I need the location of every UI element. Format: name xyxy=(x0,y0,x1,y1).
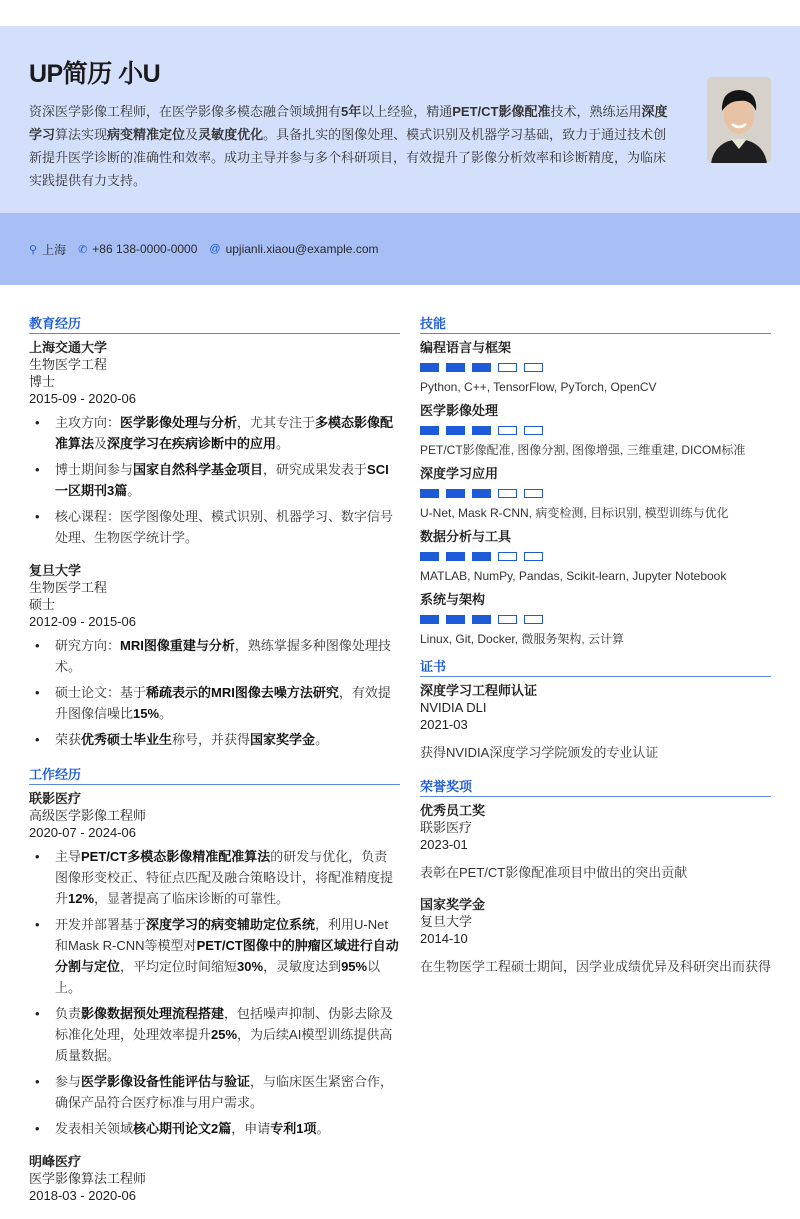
level-empty xyxy=(524,363,543,372)
skill-keywords: Python, C++, TensorFlow, PyTorch, OpenCV xyxy=(420,380,657,394)
education-heading: 教育经历 xyxy=(29,313,400,334)
skill-item xyxy=(420,591,771,648)
skill-keywords: PET/CT影像配准, 图像分割, 图像增强, 三维重建, DICOM标准 xyxy=(420,443,746,457)
text-segment: ，利用U-Net和Mask R-CNN等模型对 xyxy=(55,917,388,953)
list-item xyxy=(29,412,400,454)
bold-text: 优秀硕士毕业生 xyxy=(81,732,173,747)
text-segment: ，申请 xyxy=(231,1121,271,1136)
skill-keywords: Linux, Git, Docker, 微服务架构, 云计算 xyxy=(420,632,625,646)
bold-text: 15% xyxy=(133,706,160,721)
level-filled xyxy=(472,426,491,435)
list-item xyxy=(29,1071,400,1113)
text-segment: 。 xyxy=(315,732,329,747)
text-segment: 博士期间参与 xyxy=(55,462,134,477)
major: 生物医学工程 xyxy=(29,357,108,372)
list-item xyxy=(29,1118,400,1139)
text-segment: 主攻方向： xyxy=(55,415,121,430)
summary xyxy=(29,100,674,192)
text-segment: 的研发与优化，负责图像形变校正、特征点匹配及融合策略设计，将配准精度提升 xyxy=(55,849,394,906)
level-empty xyxy=(498,615,517,624)
at-icon: @ xyxy=(209,243,221,255)
date-range: 2018-03 - 2020-06 xyxy=(29,1188,136,1203)
description: 表彰在PET/CT影像配准项目中做出的突出贡献 xyxy=(420,865,688,880)
issuer: 复旦大学 xyxy=(420,914,473,929)
skill-level-meter xyxy=(420,363,771,372)
avatar-photo xyxy=(707,77,771,163)
date-range: 2012-09 - 2015-06 xyxy=(29,614,136,629)
date-range: 2020-07 - 2024-06 xyxy=(29,825,136,840)
date: 2014-10 xyxy=(420,931,468,946)
text-segment: 技术，熟练运用 xyxy=(550,104,642,119)
education-entry xyxy=(29,562,400,750)
bold-text: SCI一区期刊3篇 xyxy=(55,462,389,498)
level-filled xyxy=(472,363,491,372)
bold-text: 国家自然科学基金项目 xyxy=(133,462,264,477)
level-filled xyxy=(420,426,439,435)
major: 生物医学工程 xyxy=(29,580,108,595)
text-segment: ，尤其专注于 xyxy=(237,415,316,430)
skill-keywords: U-Net, Mask R-CNN, 病变检测, 目标识别, 模型训练与优化 xyxy=(420,506,729,520)
bullet-list xyxy=(29,846,400,1139)
level-filled xyxy=(420,363,439,372)
list-item xyxy=(29,635,400,677)
company-name: 明峰医疗 xyxy=(29,1154,82,1169)
text-segment: ，为后续AI模型训练提供高质量数据。 xyxy=(55,1027,393,1063)
text-segment: 发表相关领域 xyxy=(55,1121,134,1136)
list-item xyxy=(29,1003,400,1066)
company-name: 联影医疗 xyxy=(29,791,82,806)
text-segment: 资深医学影像工程师，在医学影像多模态融合领域拥有 xyxy=(29,104,342,119)
skill-level-meter xyxy=(420,615,771,624)
text-segment: ，平均定位时间缩短 xyxy=(120,959,238,974)
candidate-name: UP简历 小U xyxy=(29,60,161,88)
text-segment: 。 xyxy=(127,483,141,498)
level-filled xyxy=(446,552,465,561)
bold-text: 5年 xyxy=(341,104,362,119)
level-filled xyxy=(420,489,439,498)
left-column xyxy=(29,313,400,1219)
text-segment: 。 xyxy=(276,436,290,451)
level-filled xyxy=(446,615,465,624)
text-segment: 硕士论文：基于 xyxy=(55,685,147,700)
level-empty xyxy=(498,426,517,435)
text-segment: ，有效提升图像信噪比 xyxy=(55,685,391,721)
awards-entry xyxy=(420,896,771,978)
level-empty xyxy=(524,552,543,561)
role: 医学影像算法工程师 xyxy=(29,1171,147,1186)
skill-item xyxy=(420,465,771,522)
text-segment: 。具备扎实的图像处理、模式识别及机器学习基础，致力于通过技术创新提升医学诊断的准确性和效率。成功主导并参与多个科研项目，有效提升了影像分析效率和诊断精度，为临床实践提供有力支持。 xyxy=(29,127,667,188)
text-segment: ，显著提高了临床诊断的可靠性。 xyxy=(94,891,290,906)
work-entry xyxy=(29,1153,400,1205)
level-filled xyxy=(472,489,491,498)
level-empty xyxy=(524,426,543,435)
role: 高级医学影像工程师 xyxy=(29,808,147,823)
top-margin xyxy=(0,0,800,26)
list-item xyxy=(29,914,400,998)
location-pin-icon: ⚲ xyxy=(29,243,38,256)
resume-header xyxy=(0,26,800,213)
skill-item xyxy=(420,528,771,585)
text-segment: 。 xyxy=(316,1121,330,1136)
bold-text: 深度学习 xyxy=(29,104,668,142)
text-segment: 核心课程：医学图像处理、模式识别、机器学习、数字信号处理、生物医学统计学。 xyxy=(55,509,394,545)
title: 深度学习工程师认证 xyxy=(420,683,538,698)
bold-text: MRI图像重建与分析 xyxy=(120,638,235,653)
skill-item xyxy=(420,339,771,396)
level-filled xyxy=(446,426,465,435)
skill-name: 编程语言与框架 xyxy=(420,340,512,355)
skill-level-meter xyxy=(420,426,771,435)
list-item xyxy=(29,682,400,724)
text-segment: 参与 xyxy=(55,1074,82,1089)
text-segment: 荣获 xyxy=(55,732,82,747)
bold-text: 多模态影像配准算法 xyxy=(55,415,394,451)
bold-text: 稀疏表示的MRI图像去噪方法研究 xyxy=(146,685,339,700)
text-segment: 及 xyxy=(94,436,108,451)
bold-text: 国家奖学金 xyxy=(250,732,316,747)
phone-text: +86 138-0000-0000 xyxy=(92,242,198,256)
email-text: upjianli.xiaou@example.com xyxy=(225,242,379,256)
text-segment: 算法实现 xyxy=(55,127,108,142)
awards-entry xyxy=(420,802,771,884)
text-segment: ，研究成果发表于 xyxy=(263,462,368,477)
bold-text: 病变精准定位 xyxy=(107,127,186,142)
text-segment: ，与临床医生紧密合作，确保产品符合医疗标准与用户需求。 xyxy=(55,1074,394,1110)
title: 优秀员工奖 xyxy=(420,803,486,818)
text-segment: 主导 xyxy=(55,849,82,864)
bold-text: 30% xyxy=(237,959,264,974)
skill-level-meter xyxy=(420,552,771,561)
bold-text: 深度学习的病变辅助定位系统 xyxy=(146,917,316,932)
contact-phone[interactable] xyxy=(78,242,197,256)
text-segment: 负责 xyxy=(55,1006,82,1021)
text-segment: ，熟练掌握多种图像处理技术。 xyxy=(55,638,391,674)
description: 在生物医学工程硕士期间，因学业成绩优异及科研突出而获得 xyxy=(420,959,772,974)
list-item xyxy=(29,846,400,909)
level-filled xyxy=(446,489,465,498)
education-entry xyxy=(29,339,400,548)
school-name: 复旦大学 xyxy=(29,563,82,578)
list-item xyxy=(29,729,400,750)
level-filled xyxy=(472,615,491,624)
text-segment: 开发并部署基于 xyxy=(55,917,147,932)
bold-text: PET/CT多模态影像精准配准算法 xyxy=(81,849,271,864)
skills-heading: 技能 xyxy=(420,313,771,334)
description: 获得NVIDIA深度学习学院颁发的专业认证 xyxy=(420,745,659,760)
skill-name: 深度学习应用 xyxy=(420,466,499,481)
skill-item xyxy=(420,402,771,459)
text-segment: 以上经验，精通 xyxy=(361,104,453,119)
text-segment: 及 xyxy=(185,127,199,142)
level-empty xyxy=(498,363,517,372)
list-item xyxy=(29,506,400,548)
bold-text: 医学影像设备性能评估与验证 xyxy=(81,1074,251,1089)
date: 2021-03 xyxy=(420,717,468,732)
awards-heading: 荣誉奖项 xyxy=(420,776,771,797)
bold-text: 专利1项 xyxy=(270,1121,317,1136)
contact-email[interactable] xyxy=(209,242,378,256)
bold-text: 25% xyxy=(211,1027,238,1042)
bold-text: 95% xyxy=(341,959,368,974)
text-segment: 研究方向： xyxy=(55,638,121,653)
awards-list xyxy=(420,802,771,978)
skill-name: 医学影像处理 xyxy=(420,403,499,418)
right-column xyxy=(420,313,771,1219)
skills-list xyxy=(420,339,771,648)
level-filled xyxy=(446,363,465,372)
bold-text: 深度学习在疾病诊断中的应用 xyxy=(107,436,277,451)
level-filled xyxy=(420,552,439,561)
bold-text: PET/CT图像中的肿瘤区域进行自动分割与定位 xyxy=(55,938,399,974)
level-filled xyxy=(420,615,439,624)
degree: 硕士 xyxy=(29,597,56,612)
title: 国家奖学金 xyxy=(420,897,486,912)
level-empty xyxy=(498,552,517,561)
date: 2023-01 xyxy=(420,837,468,852)
certs-list xyxy=(420,682,771,764)
degree: 博士 xyxy=(29,374,56,389)
contact-location xyxy=(29,241,66,258)
level-empty xyxy=(498,489,517,498)
text-segment: 称号，并获得 xyxy=(172,732,251,747)
level-filled xyxy=(472,552,491,561)
skill-level-meter xyxy=(420,489,771,498)
education-list xyxy=(29,339,400,750)
text-segment: 以上。 xyxy=(55,959,381,995)
bold-text: 医学影像处理与分析 xyxy=(120,415,238,430)
issuer: 联影医疗 xyxy=(420,820,473,835)
contact-bar xyxy=(0,213,800,285)
bullet-list xyxy=(29,635,400,750)
issuer: NVIDIA DLI xyxy=(420,700,487,715)
school-name: 上海交通大学 xyxy=(29,340,108,355)
level-empty xyxy=(524,615,543,624)
phone-icon: ✆ xyxy=(78,243,88,256)
text-segment: 。 xyxy=(159,706,173,721)
skill-name: 数据分析与工具 xyxy=(420,529,512,544)
bold-text: 影像数据预处理流程搭建 xyxy=(81,1006,225,1021)
bullet-list xyxy=(29,412,400,548)
text-segment: ，灵敏度达到 xyxy=(263,959,342,974)
certs-heading: 证书 xyxy=(420,656,771,677)
bold-text: 灵敏度优化 xyxy=(198,127,264,142)
location-text: 上海 xyxy=(42,242,67,257)
bold-text: PET/CT影像配准 xyxy=(452,104,551,119)
date-range: 2015-09 - 2020-06 xyxy=(29,391,136,406)
skill-name: 系统与架构 xyxy=(420,592,486,607)
bold-text: 核心期刊论文2篇 xyxy=(133,1121,232,1136)
skill-keywords: MATLAB, NumPy, Pandas, Scikit-learn, Jupyter Notebook xyxy=(420,569,727,583)
work-heading: 工作经历 xyxy=(29,764,400,785)
text-segment: ，包括噪声抑制、伪影去除及标准化处理，处理效率提升 xyxy=(55,1006,394,1042)
level-empty xyxy=(524,489,543,498)
certs-entry xyxy=(420,682,771,764)
work-list xyxy=(29,790,400,1205)
list-item xyxy=(29,459,400,501)
bold-text: 12% xyxy=(68,891,95,906)
work-entry xyxy=(29,790,400,1139)
